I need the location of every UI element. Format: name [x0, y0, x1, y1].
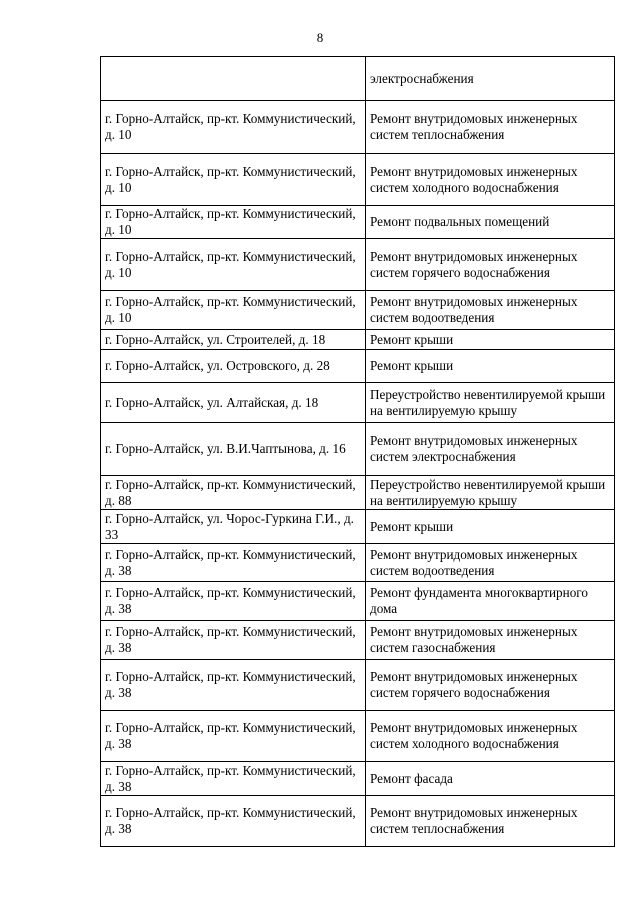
works-table: [100, 56, 615, 847]
address-cell: г. Горно-Алтайск, пр-кт. Коммунистический, д. 10: [101, 239, 366, 291]
table-row: [101, 711, 615, 762]
address-cell: г. Горно-Алтайск, пр-кт. Коммунистический, д. 10: [101, 154, 366, 206]
address-cell: г. Горно-Алтайск, ул. Чорос-Гуркина Г.И., д. 33: [101, 510, 366, 544]
table-row: [101, 101, 615, 154]
work-cell: Ремонт подвальных помещений: [366, 206, 615, 239]
work-cell: Ремонт внутридомовых инженерных систем теплоснабжения: [366, 796, 615, 847]
work-cell: Переустройство невентилируемой крыши на вентилируемую крышу: [366, 476, 615, 510]
address-cell: г. Горно-Алтайск, ул. Островского, д. 28: [101, 350, 366, 383]
work-cell: Ремонт внутридомовых инженерных систем холодного водоснабжения: [366, 154, 615, 206]
table-row: [101, 621, 615, 660]
address-cell: г. Горно-Алтайск, пр-кт. Коммунистический, д. 10: [101, 206, 366, 239]
address-cell: г. Горно-Алтайск, пр-кт. Коммунистический, д. 88: [101, 476, 366, 510]
work-cell: электроснабжения: [366, 57, 615, 101]
work-cell: Ремонт крыши: [366, 510, 615, 544]
work-cell: Ремонт крыши: [366, 350, 615, 383]
table-row: [101, 476, 615, 510]
work-cell: Ремонт внутридомовых инженерных систем холодного водоснабжения: [366, 711, 615, 762]
table-row: [101, 383, 615, 423]
address-cell: г. Горно-Алтайск, ул. В.И.Чаптынова, д. 16: [101, 423, 366, 476]
address-cell: г. Горно-Алтайск, пр-кт. Коммунистический, д. 38: [101, 762, 366, 796]
table-row: [101, 57, 615, 101]
address-cell: [101, 57, 366, 101]
address-cell: г. Горно-Алтайск, пр-кт. Коммунистический, д. 38: [101, 711, 366, 762]
work-cell: Переустройство невентилируемой крыши на вентилируемую крышу: [366, 383, 615, 423]
work-cell: Ремонт внутридомовых инженерных систем горячего водоснабжения: [366, 660, 615, 711]
address-cell: г. Горно-Алтайск, пр-кт. Коммунистический, д. 38: [101, 796, 366, 847]
table-row: [101, 796, 615, 847]
table-row: [101, 330, 615, 350]
table-row: [101, 762, 615, 796]
table-row: [101, 239, 615, 291]
table-row: [101, 510, 615, 544]
work-cell: Ремонт внутридомовых инженерных систем газоснабжения: [366, 621, 615, 660]
work-cell: Ремонт фасада: [366, 762, 615, 796]
works-table-body: [101, 57, 615, 847]
address-cell: г. Горно-Алтайск, пр-кт. Коммунистический, д. 10: [101, 101, 366, 154]
work-cell: Ремонт фундамента многоквартирного дома: [366, 582, 615, 621]
table-row: [101, 154, 615, 206]
table-row: [101, 582, 615, 621]
address-cell: г. Горно-Алтайск, пр-кт. Коммунистический, д. 10: [101, 291, 366, 330]
address-cell: г. Горно-Алтайск, пр-кт. Коммунистический, д. 38: [101, 660, 366, 711]
address-cell: г. Горно-Алтайск, пр-кт. Коммунистический, д. 38: [101, 621, 366, 660]
work-cell: Ремонт крыши: [366, 330, 615, 350]
work-cell: Ремонт внутридомовых инженерных систем теплоснабжения: [366, 101, 615, 154]
address-cell: г. Горно-Алтайск, ул. Строителей, д. 18: [101, 330, 366, 350]
table-row: [101, 423, 615, 476]
table-row: [101, 350, 615, 383]
work-cell: Ремонт внутридомовых инженерных систем водоотведения: [366, 291, 615, 330]
table-row: [101, 291, 615, 330]
table-row: [101, 544, 615, 582]
table-row: [101, 660, 615, 711]
work-cell: Ремонт внутридомовых инженерных систем электроснабжения: [366, 423, 615, 476]
work-cell: Ремонт внутридомовых инженерных систем водоотведения: [366, 544, 615, 582]
work-cell: Ремонт внутридомовых инженерных систем горячего водоснабжения: [366, 239, 615, 291]
address-cell: г. Горно-Алтайск, пр-кт. Коммунистический, д. 38: [101, 582, 366, 621]
table-row: [101, 206, 615, 239]
page-number: 8: [316, 30, 324, 45]
address-cell: г. Горно-Алтайск, ул. Алтайская, д. 18: [101, 383, 366, 423]
address-cell: г. Горно-Алтайск, пр-кт. Коммунистический, д. 38: [101, 544, 366, 582]
